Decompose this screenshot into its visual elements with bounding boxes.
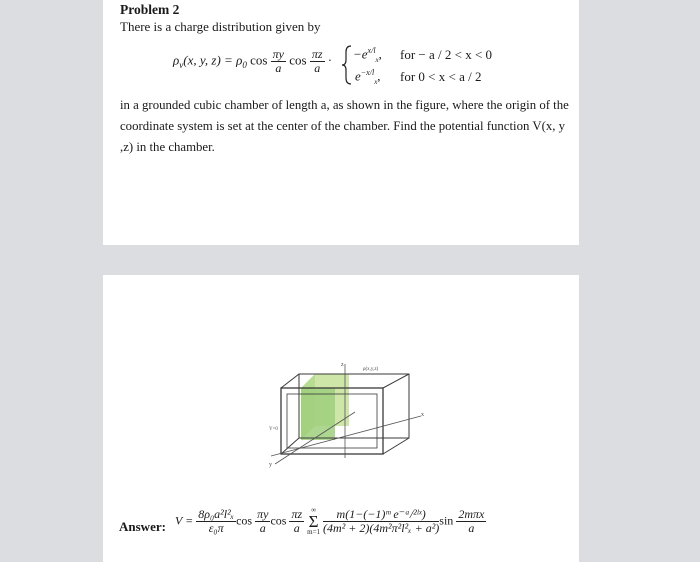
answer-v: V = <box>175 513 194 528</box>
case-2-condition: for 0 < x < a / 2 <box>400 69 482 84</box>
slab-label: ρ(x,y,z) <box>363 367 379 372</box>
answer-label: Answer: <box>119 519 166 534</box>
case-2: $e^{-x/l}_x$, <box>355 68 381 86</box>
slab-front <box>301 388 335 440</box>
answer-frac-2: $\frac{\pi z}{a}$ <box>291 507 303 535</box>
x-axis-label: x <box>421 412 424 418</box>
cube-figure <box>263 360 433 478</box>
summand: $\frac{\text{m(1−(−1)ᵐ e⁻ᵃ/²ˡˣ)}}{\text{(4m² + 2)(4m²π²l²ₓ + a²)}}$ <box>323 507 440 535</box>
rho0-sub: 0 <box>242 60 247 71</box>
minus-side-label: Y=0 <box>269 427 278 432</box>
answer-frac-3: $\frac{\text{2mπx}}{a}$ <box>458 507 485 535</box>
problem-title: Problem 2 <box>120 2 180 17</box>
density-sub: v <box>179 60 184 71</box>
problem-card <box>103 0 579 245</box>
problem-intro: There is a charge distribution given by <box>120 19 321 34</box>
case-2-exp: −x/l <box>360 68 375 77</box>
answer-equation: V = $\frac{\text{8ρ₀a²l²ₓ}}{\text{ε₀π}}$ cos $\frac{\pi y}{a}$ cos $\frac{\pi z}{a}$ ∞ Σ m=1 $\frac{\text{m(1−(−1)ᵐ e⁻ᵃ/²ˡˣ)}}{\text{(4m² + 2)(4m²π²l²ₓ + a²)}}$ sin $\frac{\text{2mπx}}{a}$ <box>175 506 485 536</box>
cos-1: cos <box>250 52 268 68</box>
answer-card <box>103 275 579 562</box>
answer-coef: $\frac{\text{8ρ₀a²l²ₓ}}{\text{ε₀π}}$ <box>198 507 235 535</box>
y-axis-label: y <box>269 462 272 468</box>
answer-frac-1: $\frac{\pi y}{a}$ <box>257 507 269 535</box>
density-equation: $\rho_v(x$, y, $z) = \rho_0$ cos $\frac{\pi y}{a}$ cos $\frac{\pi z}{a}$ · <box>173 47 333 75</box>
problem-body: in a grounded cubic chamber of length a, as shown in the figure, where the origin of the coordinate system is set at the center of the chamber. Find the potential function V(x, y ,z) in the chamber. <box>120 98 569 154</box>
case-1-condition: for − a / 2 < x < 0 <box>400 47 493 62</box>
summation: ∞ Σ m=1 <box>307 506 321 536</box>
z-axis-label: z <box>341 362 344 368</box>
case-1: $-e^{x/l}_x$, <box>353 46 382 64</box>
frac-2: $\frac{\pi z}{a}$ <box>311 47 323 75</box>
frac-1: $\frac{\pi y}{a}$ <box>272 47 284 75</box>
density-lhs: ρ <box>173 52 180 68</box>
piecewise-brace <box>341 44 353 86</box>
case-1-exp: x/l <box>367 46 376 55</box>
density-args: (x, y, z) = ρ <box>183 52 243 68</box>
cos-2: cos <box>289 52 307 68</box>
